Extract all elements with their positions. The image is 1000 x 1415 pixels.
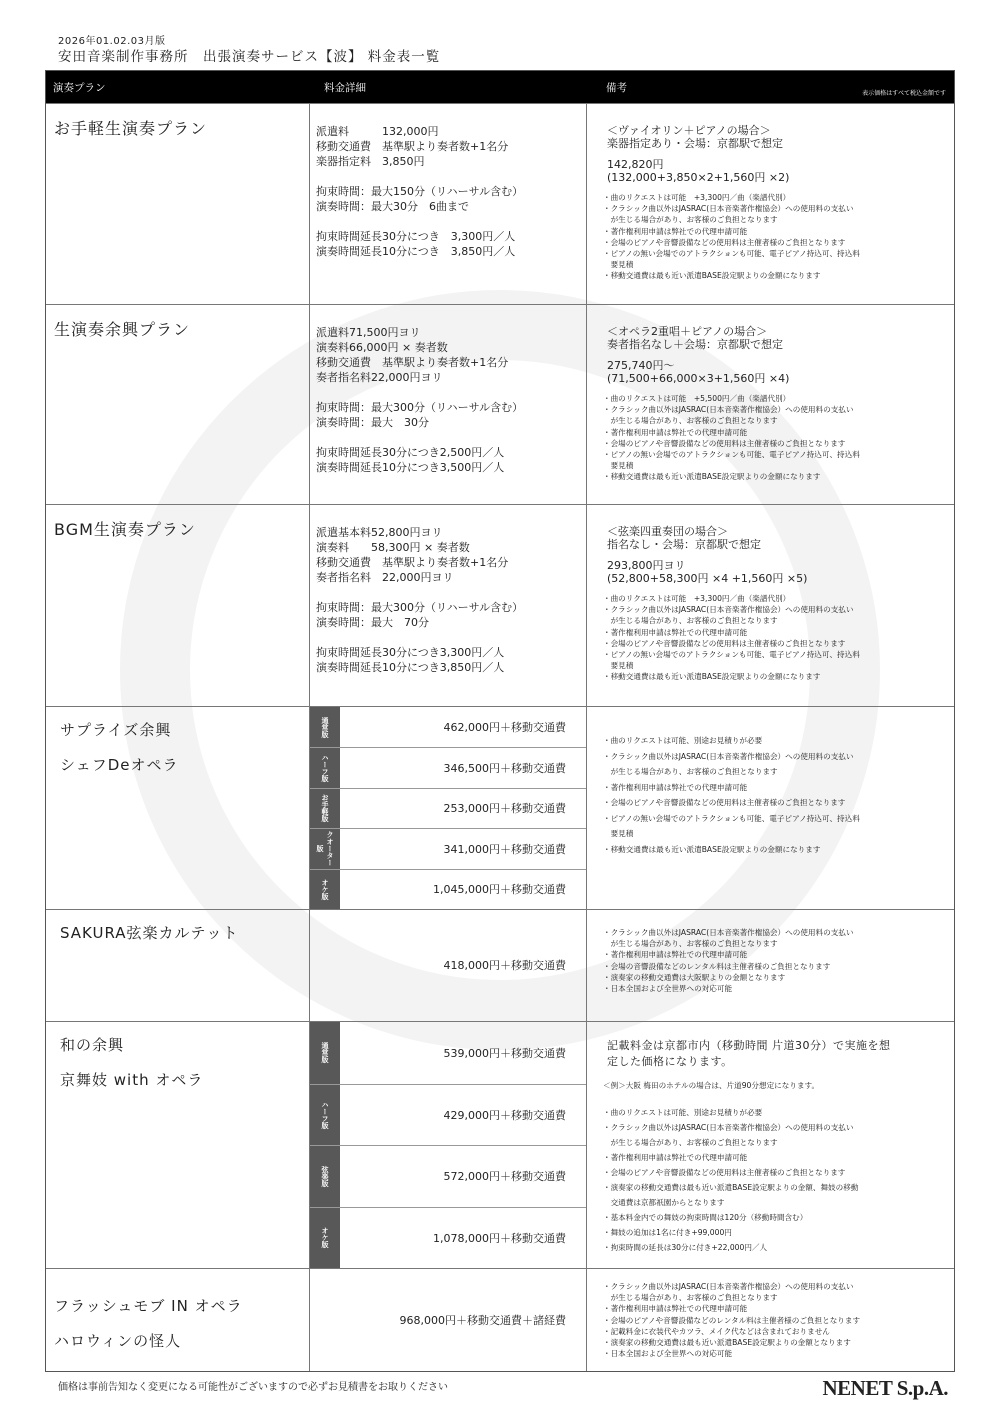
note-bullet: ・曲のリクエストは可能 +3,300円／曲（楽譜代別） xyxy=(603,193,791,202)
notes-heading: 奏者指名なし＋会場：京都駅で想定 xyxy=(607,338,783,351)
note-bullet: ・曲のリクエストは可能、別途お見積りが必要 xyxy=(603,1108,763,1118)
note-bullet: 要見積 xyxy=(603,661,634,671)
tier-price: 341,000円＋移動交通費 xyxy=(443,842,566,856)
note-bullet: ・移動交通費は最も近い派遣BASE設定駅よりの金額になります xyxy=(603,672,821,682)
tier-price: 429,000円＋移動交通費 xyxy=(443,1108,566,1122)
tier-tag: オケ版 xyxy=(310,1208,340,1269)
example-price: 293,800円ヨリ xyxy=(607,559,686,572)
plan-row xyxy=(46,103,954,304)
detail-line: 派遣料71,500円ヨリ xyxy=(316,326,421,339)
tier-row xyxy=(310,869,586,909)
notes-bullets xyxy=(603,192,944,282)
plan-name-line: SAKURA弦楽カルテット xyxy=(60,924,239,942)
tier-row xyxy=(310,747,586,787)
tier-row xyxy=(310,1022,586,1084)
notes-heading: 指名なし・会場：京都駅で想定 xyxy=(607,538,761,551)
note-bullet: ・日本全国および全世界への対応可能 xyxy=(603,1349,733,1359)
note-bullet: が生じる場合があり、お客様のご負担となります xyxy=(603,1138,778,1148)
note-bullet: ・著作権利用申請は弊社での代理申請可能 xyxy=(603,627,748,637)
price-details xyxy=(310,104,587,304)
note-bullet: ・会場のピアノや音響設備などの使用料は主催者様のご負担となります xyxy=(603,798,846,807)
note-bullet: ・曲のリクエストは可能、別途お見積りが必要 xyxy=(603,736,763,745)
note-bullet: が生じる場合があり、お客様のご負担となります xyxy=(603,767,778,776)
detail-line: 奏者指名料 22,000円ヨリ xyxy=(316,571,454,584)
tier-row xyxy=(310,828,586,869)
note-bullet: 要見積 xyxy=(603,260,634,270)
notes-bullets xyxy=(603,927,944,994)
note-bullet: ・移動交通費は最も近い派遣BASE設定駅よりの金額になります xyxy=(603,271,821,281)
example-price: (71,500+66,000×3+1,560円 ×4) xyxy=(607,372,790,385)
price-details xyxy=(310,305,587,504)
notes-heading: 楽器指定あり・会場：京都駅で想定 xyxy=(607,137,783,150)
detail-line xyxy=(316,169,578,184)
price-details xyxy=(310,505,587,706)
example-price: 142,820円 xyxy=(607,158,664,171)
tier-tag: ハーフ版 xyxy=(310,748,340,787)
detail-line: 奏者指名料22,000円ヨリ xyxy=(316,371,443,384)
tier-price: 253,000円＋移動交通費 xyxy=(443,802,566,816)
tier-row xyxy=(310,1145,586,1207)
plan-name-line: 和の余興 xyxy=(60,1036,125,1054)
note-bullet: ・移動交通費は最も近い派遣BASE設定駅よりの金額になります xyxy=(603,472,821,482)
tier-price: 1,045,000円＋移動交通費 xyxy=(433,883,566,897)
price-summary: 968,000円＋移動交通費＋諸経費 xyxy=(310,1269,587,1371)
detail-line: 演奏時間延長10分につき3,850円／人 xyxy=(316,661,505,674)
plan-name-line: フラッシュモブ IN オペラ xyxy=(54,1297,243,1315)
notes-heading: ＜オペラ2重唱＋ピアノの場合＞ xyxy=(607,325,768,338)
page-title: 安田音楽制作事務所 出張演奏サービス【波】 料金表一覧 xyxy=(58,49,441,65)
tier-tag: 通常版 xyxy=(310,1022,340,1084)
tier-price: 1,078,000円＋移動交通費 xyxy=(433,1231,566,1245)
notes xyxy=(587,1022,954,1268)
notes-bullets xyxy=(603,1105,944,1255)
note-bullet: ・クラシック曲以外はJASRAC(日本音楽著作権協会）への使用料の支払い xyxy=(603,928,854,937)
note-bullet: ・会場の音響設備などのレンタル料は主催者様のご負担となります xyxy=(603,961,831,971)
notes xyxy=(587,505,954,706)
tier-tag: オケ版 xyxy=(310,870,340,909)
notes-heading: ＜ヴァイオリン＋ピアノの場合＞ xyxy=(607,124,771,137)
note-bullet: ・舞妓の追加は1名に付き+99,000円 xyxy=(603,1228,732,1238)
note-bullet: ・クラシック曲以外はJASRAC(日本音楽著作権協会）への使用料の支払い xyxy=(603,605,854,615)
detail-line xyxy=(316,585,578,600)
detail-line: 拘束時間：最大300分（リハーサル含む） xyxy=(316,401,524,414)
detail-line: 拘束時間延長30分につき 3,300円／人 xyxy=(316,230,516,243)
spacer xyxy=(607,551,944,559)
tier-tag: 弦楽版 xyxy=(310,1146,340,1207)
detail-line: 拘束時間延長30分につき2,500円／人 xyxy=(316,446,505,459)
note-bullet: ・基本料金内での舞妓の拘束時間は120分（移動時間含む） xyxy=(603,1213,808,1223)
price-table xyxy=(45,70,955,1372)
lead-line: 記載料金は京都市内（移動時間 片道30分）で実施を想 xyxy=(607,1039,891,1052)
notes xyxy=(587,910,954,1021)
plan-name-line: サプライズ余興 xyxy=(60,721,172,739)
example-price: 275,740円～ xyxy=(607,359,675,372)
tier-row xyxy=(310,1207,586,1269)
note-bullet: ・曲のリクエストは可能 +5,500円／曲（楽譜代別） xyxy=(603,394,791,403)
plan-row xyxy=(46,1268,954,1371)
tier-tag: ハーフ版 xyxy=(310,1085,340,1146)
plan-name-line: 京舞妓 with オペラ xyxy=(60,1071,204,1089)
note-bullet: ・ピアノの無い会場でのアトラクションも可能、電子ピアノ持込可、持込料 xyxy=(603,650,860,660)
detail-line: 演奏料66,000円 × 奏者数 xyxy=(316,341,448,354)
tier-row xyxy=(310,788,586,828)
detail-line: 演奏料 58,300円 × 奏者数 xyxy=(316,541,470,554)
plan-name xyxy=(46,505,310,706)
note-bullet: ・会場のピアノや音響設備などの使用料は主催者様のご負担となります xyxy=(603,638,846,648)
note-bullet: ・拘束時間の延長は30分に付き+22,000円／人 xyxy=(603,1243,768,1253)
notes-bullets xyxy=(603,593,944,683)
note-bullet: ・記載料金に衣装代やカツラ、メイク代などは含まれておりません xyxy=(603,1326,830,1336)
notes-heading: ＜弦楽四重奏団の場合＞ xyxy=(607,525,728,538)
notes xyxy=(587,305,954,504)
plan-name-line: シェフDeオペラ xyxy=(60,756,179,774)
detail-line: 派遣基本料52,800円ヨリ xyxy=(316,526,443,539)
tier-list xyxy=(310,707,587,909)
notes-lead xyxy=(607,1038,944,1070)
detail-line: 楽器指定料 3,850円 xyxy=(316,155,425,168)
note-bullet: ・日本全国および全世界への対応可能 xyxy=(603,984,733,994)
col-header-detail: 料金詳細 xyxy=(324,81,366,94)
detail-line: 演奏時間延長10分につき 3,850円／人 xyxy=(316,245,516,258)
tier-price: 539,000円＋移動交通費 xyxy=(443,1046,566,1060)
note-bullet: ・曲のリクエストは可能 +3,300円／曲（楽譜代別） xyxy=(603,594,791,603)
example-note: ＜例＞大阪 梅田のホテルの場合は、片道90分想定になります。 xyxy=(603,1081,820,1090)
detail-line xyxy=(316,385,578,400)
plan-name-line: ハロウィンの怪人 xyxy=(54,1332,182,1350)
note-bullet: ・クラシック曲以外はJASRAC(日本音楽著作権協会）への使用料の支払い xyxy=(603,1282,854,1291)
note-bullet: ・クラシック曲以外はJASRAC(日本音楽著作権協会）への使用料の支払い xyxy=(603,405,854,415)
note-bullet: ・クラシック曲以外はJASRAC(日本音楽著作権協会）への使用料の支払い xyxy=(603,751,854,761)
detail-line: 拘束時間：最大300分（リハーサル含む） xyxy=(316,601,524,614)
note-bullet: ・著作権利用申請は弊社での代理申請可能 xyxy=(603,782,748,792)
col-header-plan: 演奏プラン xyxy=(53,81,106,94)
note-bullet: ・クラシック曲以外はJASRAC(日本音楽著作権協会）への使用料の支払い xyxy=(603,1123,854,1133)
plan-row xyxy=(46,909,954,1021)
detail-line: 移動交通費 基準駅より奏者数+1名分 xyxy=(316,556,509,569)
note-bullet: ・会場のピアノや音響設備などの使用料は主催者様のご負担となります xyxy=(603,438,846,448)
detail-line: 演奏時間：最大 30分 xyxy=(316,416,429,429)
note-bullet: ・著作権利用申請は弊社での代理申請可能 xyxy=(603,1153,748,1163)
note-bullet: ・演奏家の移動交通費は最も近い派遣BASE設定駅よりの金額、舞妓の移動 xyxy=(603,1183,859,1193)
note-bullet: ・ピアノの無い会場でのアトラクションも可能、電子ピアノ持込可、持込料 xyxy=(603,813,860,823)
note-bullet: ・会場のピアノや音響設備などの使用料は主催者様のご負担となります xyxy=(603,1168,846,1178)
brand-logo: NENET S.p.A. xyxy=(822,1376,948,1400)
plan-name xyxy=(46,1022,310,1268)
plan-row xyxy=(46,304,954,504)
detail-line xyxy=(316,630,578,645)
tier-tag: 通常版 xyxy=(310,707,340,747)
note-bullet: が生じる場合があり、お客様のご負担となります xyxy=(603,1293,778,1303)
note-bullet: ・著作権利用申請は弊社での代理申請可能 xyxy=(603,1304,748,1314)
note-bullet: ・ピアノの無い会場でのアトラクションも可能、電子ピアノ持込可、持込料 xyxy=(603,249,860,259)
disclaimer: 価格は事前告知なく変更になる可能性がございますので必ずお見積書をお取りください xyxy=(58,1382,448,1393)
plan-row xyxy=(46,706,954,909)
tax-note: 表示価格はすべて税込金額です xyxy=(862,90,946,97)
detail-line xyxy=(316,214,578,229)
note-bullet: ・著作権利用申請は弊社での代理申請可能 xyxy=(603,427,748,437)
example-price: (132,000+3,850×2+1,560円 ×2) xyxy=(607,171,790,184)
note-bullet: 要見積 xyxy=(603,829,634,838)
detail-line: 演奏時間：最大 70分 xyxy=(316,616,429,629)
plan-name-line: お手軽生演奏プラン xyxy=(54,119,208,138)
note-bullet: ・演奏家の移動交通費は最も近い派遣BASE設定駅よりの金額となります xyxy=(603,1338,851,1348)
plan-name-line: 生演奏余興プラン xyxy=(54,320,191,339)
table-header xyxy=(46,71,954,103)
note-bullet: ・著作権利用申請は弊社での代理申請可能 xyxy=(603,950,748,960)
tier-row xyxy=(310,1084,586,1146)
plan-name xyxy=(46,1269,310,1371)
note-bullet: が生じる場合があり、お客様のご負担となります xyxy=(603,416,778,426)
plan-name xyxy=(46,910,310,1021)
col-header-notes: 備考 xyxy=(606,81,627,94)
detail-line: 派遣料 132,000円 xyxy=(316,125,439,138)
note-bullet: が生じる場合があり、お客様のご負担となります xyxy=(603,939,778,949)
notes-bullets xyxy=(603,393,944,483)
notes-bullets xyxy=(603,1281,944,1359)
note-bullet: ・会場のピアノや音響設備などのレンタル料は主催者様のご負担となります xyxy=(603,1315,861,1325)
note-bullet: ・移動交通費は最も近い派遣BASE設定駅よりの金額になります xyxy=(603,844,821,854)
plan-name xyxy=(46,305,310,504)
tier-tag: お手軽版 xyxy=(310,789,340,828)
plan-row xyxy=(46,504,954,706)
detail-line: 拘束時間：最大150分（リハーサル含む） xyxy=(316,185,524,198)
note-bullet: が生じる場合があり、お客様のご負担となります xyxy=(603,215,778,225)
note-bullet: 要見積 xyxy=(603,461,634,471)
note-bullet: が生じる場合があり、お客様のご負担となります xyxy=(603,616,778,626)
price-summary: 418,000円＋移動交通費 xyxy=(310,910,587,1021)
plan-name xyxy=(46,104,310,304)
note-bullet: 交通費は京都祇園からとなります xyxy=(603,1198,725,1208)
lead-line: 定した価格になります。 xyxy=(607,1055,733,1068)
notes xyxy=(587,707,954,909)
tier-price: 572,000円＋移動交通費 xyxy=(443,1170,566,1184)
note-bullet: ・演奏家の移動交通費は大阪駅よりの金額となります xyxy=(603,972,786,982)
tier-row xyxy=(310,707,586,747)
note-bullet: ・クラシック曲以外はJASRAC(日本音楽著作権協会）への使用料の支払い xyxy=(603,204,854,214)
example-price: (52,800+58,300円 ×4 +1,560円 ×5) xyxy=(607,572,808,585)
plan-name-line: BGM生演奏プラン xyxy=(54,520,196,539)
spacer xyxy=(607,150,944,158)
plan-row xyxy=(46,1021,954,1268)
detail-line: 演奏時間延長10分につき3,500円／人 xyxy=(316,461,505,474)
tier-tag: クオーター版 xyxy=(310,829,340,869)
note-bullet: ・著作権利用申請は弊社での代理申請可能 xyxy=(603,226,748,236)
notes xyxy=(587,1269,954,1371)
note-bullet: ・会場のピアノや音響設備などの使用料は主催者様のご負担となります xyxy=(603,237,846,247)
notes-bullets xyxy=(603,733,944,857)
notes xyxy=(587,104,954,304)
detail-line: 拘束時間延長30分につき3,300円／人 xyxy=(316,646,505,659)
tier-price: 462,000円＋移動交通費 xyxy=(443,721,566,735)
note-bullet: ・ピアノの無い会場でのアトラクションも可能、電子ピアノ持込可、持込料 xyxy=(603,450,860,460)
tier-list xyxy=(310,1022,587,1268)
edition-label: 2026年01.02.03月版 xyxy=(58,36,166,47)
detail-line: 演奏時間：最大30分 6曲まで xyxy=(316,200,469,213)
detail-line: 移動交通費 基準駅より奏者数+1名分 xyxy=(316,140,509,153)
detail-line: 移動交通費 基準駅より奏者数+1名分 xyxy=(316,356,509,369)
tier-price: 346,500円＋移動交通費 xyxy=(443,762,566,776)
plan-name xyxy=(46,707,310,909)
detail-line xyxy=(316,430,578,445)
spacer xyxy=(607,351,944,359)
